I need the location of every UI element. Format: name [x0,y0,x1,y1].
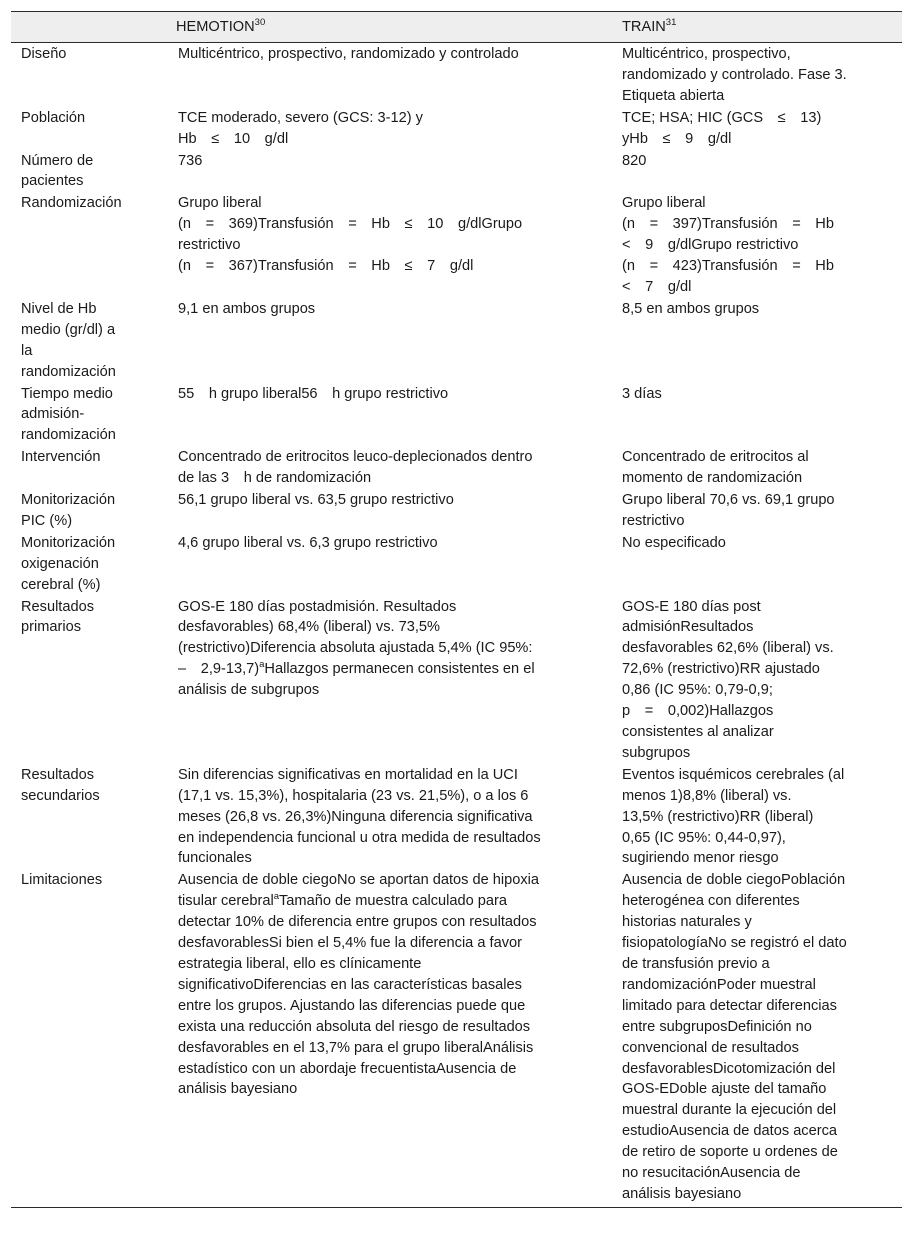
cell-line [178,954,596,975]
cell-text: (n = 367)Transfusión = Hb ≤ 7 g/dl [178,258,474,275]
cell-text: Ausencia de doble ciegoNo se aportan datos de hipoxia [178,872,540,889]
cell-line [622,129,898,150]
comparison-table [11,11,902,1208]
cell-text: estrategia liberal, ello es clínicamente [178,955,422,972]
cell-line [622,108,898,129]
cell-train [614,596,902,764]
cell-line [622,1163,898,1184]
cell-text: pacientes [21,173,84,190]
cell-hemotion [168,43,614,107]
header-train: TRAIN$^{31}$ [614,12,902,43]
cell-text: meses (26,8 vs. 26,3%)Ninguna diferencia significativa [178,808,533,825]
cell-line [622,617,898,638]
cell-text: PIC (%) [21,512,73,529]
cell-text: No especificado [622,534,726,551]
cell-line [622,65,898,86]
table-row [11,107,902,150]
cell-label [11,383,168,447]
cell-text: admisiónResultados [622,619,754,636]
cell-text: momento de randomización [622,470,803,487]
header-train-ref: 31 [665,17,677,28]
cell-text: desfavorablesSi bien el 5,4% fue la diferencia a favor [178,935,522,952]
cell-text: de transfusión previo a [622,955,770,972]
cell-line [622,722,898,743]
cell-text: Eventos isquémicos cerebrales (al [622,766,845,783]
cell-line [178,828,596,849]
cell-text: convencional de resultados [622,1039,799,1056]
table-row [11,764,902,870]
cell-text: entre subgruposDefinición no [622,1018,812,1035]
cell-line [622,468,898,489]
cell-text: Monitorización [21,492,116,509]
cell-text: de las 3 h de randomización [178,470,372,487]
cell-line [21,511,162,532]
cell-text: desfavorables 62,6% (liberal) vs. [622,640,834,657]
cell-line [21,870,162,891]
cell-line [622,151,898,172]
cell-line [622,511,898,532]
header-hemotion-ref: 30 [254,17,266,28]
cell-text: Hb ≤ 10 g/dl [178,130,289,147]
cell-line [622,1059,898,1080]
cell-line [178,256,596,277]
cell-text: randomizado y controlado. Fase 3. [622,66,847,83]
cell-train [614,298,902,383]
cell-text: desfavorables en el 13,7% para el grupo liberalAnálisis [178,1039,534,1056]
cell-text: 13,5% (restrictivo)RR (liberal) [622,808,814,825]
cell-line [622,659,898,680]
cell-line [21,533,162,554]
cell-line [21,151,162,172]
cell-text: 820 [622,152,647,169]
cell-text: restrictivo [622,512,685,529]
cell-line [178,659,596,680]
cell-text: < 9 g/dlGrupo restrictivo [622,237,799,254]
table-header-row [11,12,902,43]
cell-line [21,384,162,405]
cell-text: sugiriendo menor riesgo [622,850,779,867]
cell-line [178,807,596,828]
cell-text: entre los grupos. Ajustando las diferencias puede que [178,997,526,1014]
cell-line [21,617,162,638]
cell-line [622,786,898,807]
cell-text: 0,65 (IC 95%: 0,44-0,97), [622,829,786,846]
table-row [11,150,902,193]
cell-line [21,193,162,214]
cell-text: 3 días [622,385,662,402]
cell-hemotion [168,383,614,447]
cell-line [21,362,162,383]
cell-label [11,192,168,298]
cell-text: subgrupos [622,744,691,761]
cell-line [21,447,162,468]
cell-hemotion [168,532,614,596]
cell-hemotion [168,150,614,193]
table-row [11,383,902,447]
cell-text: Ausencia de doble ciegoPoblación [622,872,846,889]
cell-text: Grupo liberal [622,195,706,212]
cell-line [622,828,898,849]
cell-text: randomización [21,427,116,444]
cell-text: TCE; HSA; HIC (GCS ≤ 13) [622,109,822,126]
cell-text: significativoDiferencias en las características basales [178,976,522,993]
cell-line [622,1100,898,1121]
cell-line [178,848,596,869]
cell-text: funcionales [178,850,252,867]
table-row [11,298,902,383]
cell-line [178,996,596,1017]
cell-line [622,1038,898,1059]
cell-text: Multicéntrico, prospectivo, randomizado y controlado [178,46,519,62]
cell-line [178,490,596,511]
cell-label [11,869,168,1207]
cell-line [178,933,596,954]
cell-line [178,765,596,786]
cell-text: cerebral (%) [21,576,101,593]
cell-text: GOS-E 180 días postadmisión. Resultados [178,598,457,615]
cell-text: 736 [178,152,203,169]
cell-line [622,1184,898,1205]
cell-line [622,490,898,511]
cell-text: de retiro de soporte u ordenes de [622,1144,838,1161]
cell-text: secundarios [21,787,100,804]
cell-line [178,533,596,554]
cell-line [622,533,898,554]
cell-line [21,44,162,65]
cell-line [622,193,898,214]
cell-line [21,597,162,618]
cell-text: desfavorablesDicotomización del [622,1060,836,1077]
cell-line [178,597,596,618]
cell-text: (n = 397)Transfusión = Hb [622,216,834,233]
cell-line [178,870,596,891]
cell-line [622,848,898,869]
cell-label [11,43,168,107]
cell-label [11,764,168,870]
cell-line [622,680,898,701]
cell-line [21,108,162,129]
cell-line [622,44,898,65]
cell-text: GOS-E 180 días post [622,598,761,615]
cell-text: Grupo liberal [178,195,262,212]
cell-text: GOS-EDoble ajuste del tamaño [622,1081,827,1098]
cell-text: Resultados [21,598,95,615]
cell-line [178,447,596,468]
cell-text: Intervención [21,449,101,466]
cell-train [614,43,902,107]
cell-text: la [21,342,33,359]
cell-line [178,384,596,405]
cell-text: oxigenación [21,555,99,572]
cell-line [622,891,898,912]
cell-text: Resultados [21,766,95,783]
cell-text: Limitaciones [21,872,103,889]
cell-text: estadístico con un abordaje frecuentistaAusencia de [178,1060,517,1077]
cell-text: Tamaño de muestra calculado para [279,893,507,910]
cell-text: menos 1)8,8% (liberal) vs. [622,787,792,804]
cell-line [21,341,162,362]
cell-text: (n = 423)Transfusión = Hb [622,258,834,275]
cell-line [622,1017,898,1038]
cell-text: Etiqueta abierta [622,87,725,104]
cell-line [622,384,898,405]
cell-text: Nivel de Hb [21,300,97,317]
cell-train [614,869,902,1207]
cell-line [178,638,596,659]
cell-text: heterogénea con diferentes [622,893,800,910]
cell-text: 56,1 grupo liberal vs. 63,5 grupo restrictivo [178,492,454,509]
cell-text: restrictivo [178,237,241,254]
cell-line [178,1059,596,1080]
cell-text: tisular cerebral [178,893,274,910]
cell-line [178,891,596,912]
cell-line [178,975,596,996]
cell-train [614,383,902,447]
cell-line [622,256,898,277]
cell-line [178,786,596,807]
cell-text: análisis bayesiano [622,1185,742,1202]
cell-line [178,299,596,320]
cell-line [178,235,596,256]
cell-text: randomización [21,363,116,380]
cell-text: Diseño [21,46,67,62]
cell-text: no resucitaciónAusencia de [622,1165,801,1182]
cell-line [21,490,162,511]
cell-hemotion [168,446,614,489]
cell-hemotion [168,107,614,150]
cell-hemotion [168,764,614,870]
cell-text: detectar 10% de diferencia entre grupos con resultados [178,914,537,931]
cell-text: Población [21,109,86,126]
cell-line [622,975,898,996]
footnote-mark: a [273,891,280,903]
cell-text: 8,5 en ambos grupos [622,300,760,317]
cell-text: exista una reducción absoluta del riesgo de resultados [178,1018,531,1035]
cell-text: (n = 369)Transfusión = Hb ≤ 10 g/dlGrupo [178,216,523,233]
footnote-mark: a [259,659,265,671]
cell-line [622,1121,898,1142]
table-row [11,446,902,489]
cell-train [614,489,902,532]
cell-line [178,912,596,933]
cell-line [21,554,162,575]
cell-line [178,680,596,701]
cell-line [21,299,162,320]
cell-text: p = 0,002)Hallazgos [622,703,774,720]
cell-line [622,597,898,618]
cell-text: Randomización [21,195,122,212]
cell-line [178,468,596,489]
cell-line [21,171,162,192]
header-empty [11,12,168,43]
cell-label [11,489,168,532]
cell-train [614,532,902,596]
cell-line [622,933,898,954]
cell-text: limitado para detectar diferencias [622,997,837,1014]
cell-line [178,214,596,235]
cell-text: Concentrado de eritrocitos al [622,449,809,466]
cell-text: Multicéntrico, prospectivo, [622,46,791,62]
cell-line [622,954,898,975]
cell-line [178,193,596,214]
cell-line [178,108,596,129]
cell-line [622,86,898,107]
cell-hemotion [168,489,614,532]
cell-text: Concentrado de eritrocitos leuco-deplecionados dentro [178,449,533,466]
table-row [11,192,902,298]
cell-line [21,320,162,341]
cell-train [614,446,902,489]
cell-line [21,404,162,425]
cell-line [178,617,596,638]
cell-line [21,575,162,596]
cell-line [178,151,596,172]
cell-text: Hallazgos permanecen consistentes en el [264,661,535,678]
cell-text: randomizaciónPoder muestral [622,976,816,993]
table-row [11,489,902,532]
cell-label [11,532,168,596]
cell-train [614,150,902,193]
cell-label [11,446,168,489]
cell-text: en independencia funcional u otra medida de resultados [178,829,541,846]
cell-text: (restrictivo)Diferencia absoluta ajustada 5,4% (IC 95%: [178,640,533,657]
table-row [11,869,902,1207]
cell-line [178,1038,596,1059]
cell-hemotion [168,869,614,1207]
cell-line [622,277,898,298]
cell-line [622,1142,898,1163]
cell-line [622,765,898,786]
table-row [11,43,902,107]
cell-text: 72,6% (restrictivo)RR ajustado [622,661,820,678]
cell-text: análisis de subgrupos [178,682,320,699]
cell-text: Sin diferencias significativas en mortalidad en la UCI [178,766,518,783]
cell-text: yHb ≤ 9 g/dl [622,130,732,147]
header-hemotion: HEMOTION$^{30}$ [168,12,614,43]
cell-text: estudioAusencia de datos acerca [622,1123,837,1140]
cell-text: 55 h grupo liberal56 h grupo restrictivo [178,385,449,402]
cell-line [622,701,898,722]
cell-text: < 7 g/dl [622,278,692,295]
cell-text: primarios [21,619,82,636]
cell-line [622,807,898,828]
cell-hemotion [168,192,614,298]
cell-line [622,299,898,320]
cell-line [178,129,596,150]
cell-line [622,996,898,1017]
cell-text: 9,1 en ambos grupos [178,300,316,317]
cell-label [11,596,168,764]
cell-line [622,912,898,933]
cell-text: Número de [21,152,94,169]
cell-train [614,192,902,298]
cell-line [21,765,162,786]
cell-label [11,298,168,383]
cell-text: muestral durante la ejecución del [622,1102,837,1119]
cell-text: (17,1 vs. 15,3%), hospitalaria (23 vs. 21,5%), o a los 6 [178,787,529,804]
cell-label [11,107,168,150]
cell-text: 0,86 (IC 95%: 0,79-0,9; [622,682,773,699]
cell-text: TCE moderado, severo (GCS: 3-12) y [178,109,423,126]
cell-line [622,743,898,764]
cell-train [614,764,902,870]
cell-line [21,786,162,807]
cell-text: admisión- [21,406,85,423]
cell-text: medio (gr/dl) a [21,321,116,338]
cell-train [614,107,902,150]
cell-line [622,638,898,659]
cell-line [622,1079,898,1100]
cell-text: consistentes al analizar [622,724,774,740]
table-row [11,596,902,764]
cell-line [622,235,898,256]
cell-text: Monitorización [21,534,116,551]
cell-line [178,1017,596,1038]
cell-label [11,150,168,193]
cell-text: desfavorables) 68,4% (liberal) vs. 73,5% [178,619,441,636]
cell-text: historias naturales y [622,914,752,931]
cell-hemotion [168,298,614,383]
cell-text: análisis bayesiano [178,1081,298,1098]
cell-line [622,447,898,468]
cell-text: – 2,9-13,7) [178,661,260,678]
cell-text: 4,6 grupo liberal vs. 6,3 grupo restrictivo [178,534,438,551]
cell-line [21,425,162,446]
cell-line [622,214,898,235]
cell-text: fisiopatologíaNo se registró el dato [622,935,847,952]
cell-text: Grupo liberal 70,6 vs. 69,1 grupo [622,492,835,509]
cell-line [178,44,596,65]
cell-text: Tiempo medio [21,385,113,402]
cell-hemotion [168,596,614,764]
table-row [11,532,902,596]
cell-line [178,1079,596,1100]
cell-line [622,870,898,891]
